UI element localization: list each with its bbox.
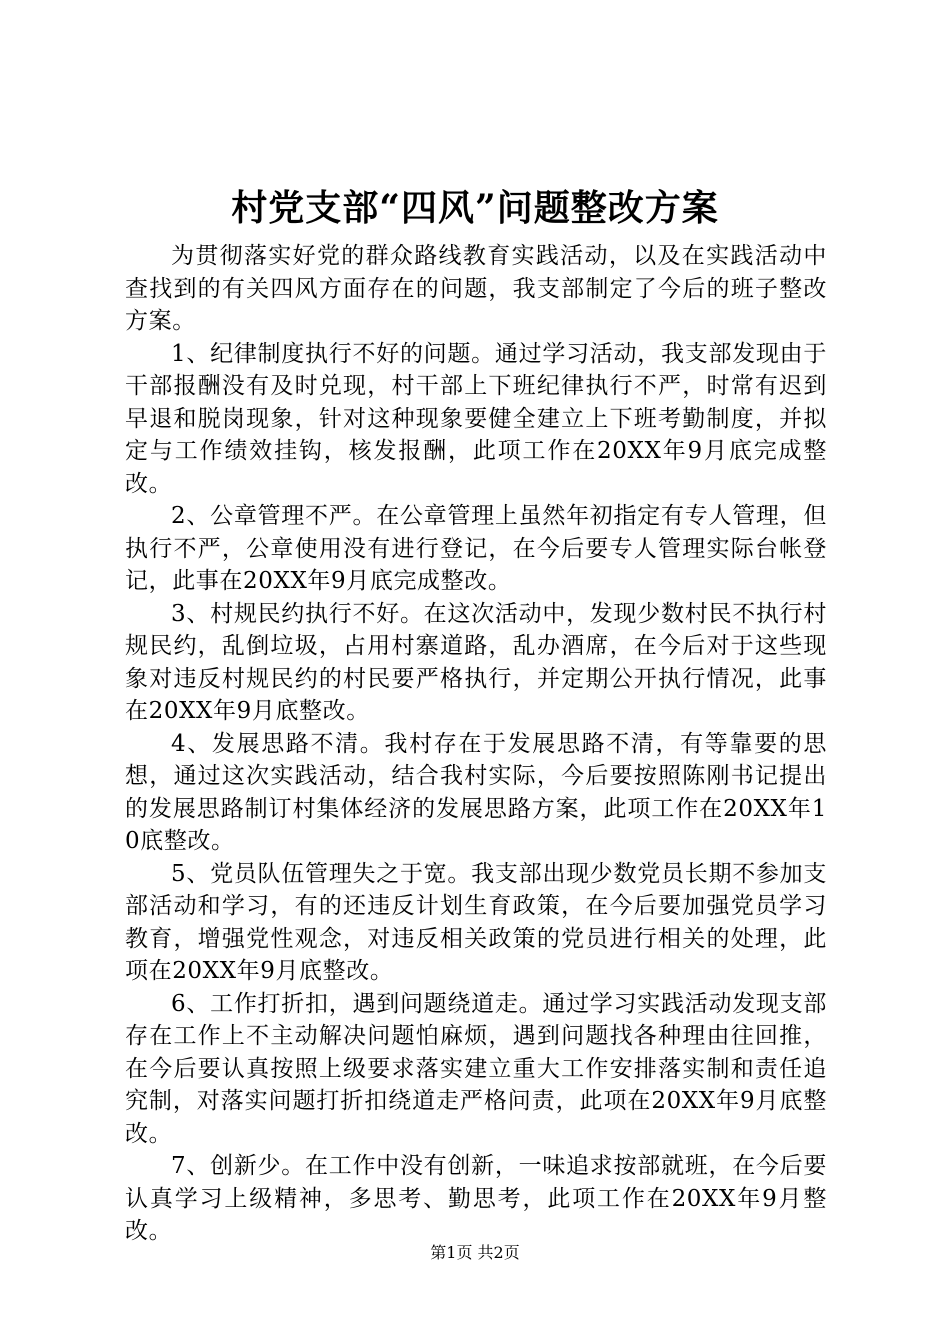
item-paragraph-2: 2、公章管理不严。在公章管理上虽然年初指定有专人管理，但执行不严，公章使用没有进行登记，在今后要专人管理实际台帐登记，此事在20XX年9月底完成整改。 — [125, 503, 827, 594]
intro-paragraph: 为贯彻落实好党的群众路线教育实践活动，以及在实践活动中查找到的有关四风方面存在的问题，我支部制定了今后的班子整改方案。 — [125, 243, 827, 334]
document-body — [125, 240, 827, 1248]
item-paragraph-1: 1、纪律制度执行不好的问题。通过学习活动，我支部发现由于干部报酬没有及时兑现，村干部上下班纪律执行不严，时常有迟到早退和脱岗现象，针对这种现象要健全建立上下班考勤制度，并拟定与工作绩效挂钩，核发报酬，此项工作在20XX年9月底完成整改。 — [125, 340, 827, 497]
document-title: 村党支部“四风”问题整改方案 — [231, 187, 719, 229]
item-paragraph-3: 3、村规民约执行不好。在这次活动中，发现少数村民不执行村规民约，乱倒垃圾，占用村寨道路，乱办酒席，在今后对于这些现象对违反村规民约的村民要严格执行，并定期公开执行情况，此事在20XX年9月底整改。 — [125, 600, 827, 724]
item-paragraph-4: 4、发展思路不清。我村存在于发展思路不清，有等靠要的思想，通过这次实践活动，结合我村实际，今后要按照陈刚书记提出的发展思路制订村集体经济的发展思路方案，此项工作在20XX年10底整改。 — [125, 730, 827, 854]
item-paragraph-5: 5、党员队伍管理失之于宽。我支部出现少数党员长期不参加支部活动和学习，有的还违反计划生育政策，在今后要加强党员学习教育，增强党性观念，对违反相关政策的党员进行相关的处理，此项在20XX年9月底整改。 — [125, 860, 827, 984]
item-paragraph-7: 7、创新少。在工作中没有创新，一味追求按部就班，在今后要认真学习上级精神，多思考、勤思考，此项工作在20XX年9月整改。 — [125, 1153, 827, 1244]
item-paragraph-6: 6、工作打折扣，遇到问题绕道走。通过学习实践活动发现支部存在工作上不主动解决问题怕麻烦，遇到问题找各种理由往回推，在今后要认真按照上级要求落实建立重大工作安排落实制和责任追究制，对落实问题打折扣绕道走严格问责，此项在20XX年9月底整改。 — [125, 990, 827, 1147]
page-number-footer: 第1页 共2页 — [430, 1243, 520, 1262]
